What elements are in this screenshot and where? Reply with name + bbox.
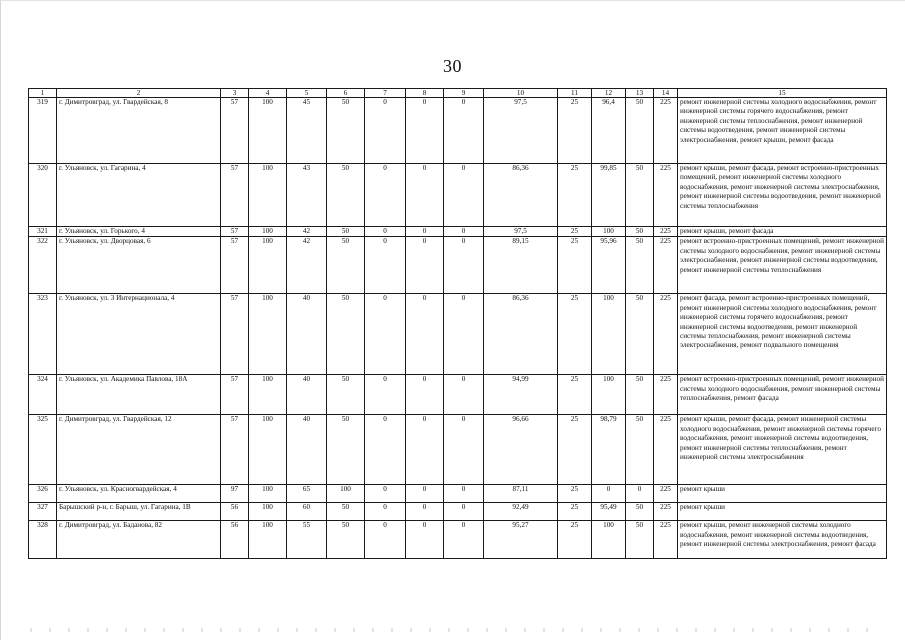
col-8-value: 0 bbox=[406, 485, 444, 503]
column-header: 12 bbox=[592, 89, 626, 98]
column-number-header bbox=[29, 89, 887, 98]
page-number: 30 bbox=[443, 56, 462, 76]
col-7-value: 0 bbox=[365, 521, 406, 559]
col-9-value: 0 bbox=[444, 237, 484, 294]
col-12-value: 96,4 bbox=[592, 98, 626, 164]
col-13-value: 0 bbox=[626, 485, 654, 503]
col-4-value: 100 bbox=[249, 98, 287, 164]
col-6-value: 50 bbox=[327, 98, 365, 164]
col-14-value: 225 bbox=[654, 227, 678, 237]
col-3-value: 56 bbox=[221, 521, 249, 559]
col-7-value: 0 bbox=[365, 164, 406, 227]
col-8-value: 0 bbox=[406, 503, 444, 521]
col-13-value: 50 bbox=[626, 503, 654, 521]
col-4-value: 100 bbox=[249, 237, 287, 294]
col-5-value: 42 bbox=[287, 237, 327, 294]
address: г. Ульяновск, ул. Горького, 4 bbox=[57, 227, 221, 237]
col-14-value: 225 bbox=[654, 521, 678, 559]
col-6-value: 50 bbox=[327, 227, 365, 237]
works-list: ремонт крыши, ремонт фасада bbox=[678, 227, 887, 237]
col-10-value: 94,99 bbox=[484, 375, 558, 415]
col-12-value: 99,85 bbox=[592, 164, 626, 227]
col-10-value: 95,27 bbox=[484, 521, 558, 559]
col-10-value: 96,66 bbox=[484, 415, 558, 485]
col-6-value: 50 bbox=[327, 294, 365, 375]
col-13-value: 50 bbox=[626, 415, 654, 485]
col-4-value: 100 bbox=[249, 375, 287, 415]
col-11-value: 25 bbox=[558, 503, 592, 521]
col-10-value: 89,15 bbox=[484, 237, 558, 294]
col-4-value: 100 bbox=[249, 227, 287, 237]
col-8-value: 0 bbox=[406, 164, 444, 227]
col-10-value: 86,36 bbox=[484, 164, 558, 227]
col-8-value: 0 bbox=[406, 375, 444, 415]
col-9-value: 0 bbox=[444, 375, 484, 415]
col-4-value: 100 bbox=[249, 521, 287, 559]
col-3-value: 57 bbox=[221, 294, 249, 375]
col-14-value: 225 bbox=[654, 237, 678, 294]
column-header: 14 bbox=[654, 89, 678, 98]
works-list: ремонт крыши, ремонт фасада, ремонт встроенно-пристроенных помещений, ремонт инженерной системы холодного водоснабжения, ремонт инженерной системы электроснабжения, ремонт инженерной системы водоотведения, ремонт инженерной системы теплоснабжения bbox=[678, 164, 887, 227]
col-8-value: 0 bbox=[406, 521, 444, 559]
col-3-value: 57 bbox=[221, 98, 249, 164]
col-14-value: 225 bbox=[654, 164, 678, 227]
col-9-value: 0 bbox=[444, 415, 484, 485]
col-8-value: 0 bbox=[406, 415, 444, 485]
col-4-value: 100 bbox=[249, 503, 287, 521]
col-5-value: 65 bbox=[287, 485, 327, 503]
col-7-value: 0 bbox=[365, 227, 406, 237]
row-number: 320 bbox=[29, 164, 57, 227]
col-13-value: 50 bbox=[626, 98, 654, 164]
col-10-value: 97,5 bbox=[484, 227, 558, 237]
col-5-value: 40 bbox=[287, 375, 327, 415]
col-10-value: 97,5 bbox=[484, 98, 558, 164]
col-14-value: 225 bbox=[654, 294, 678, 375]
col-12-value: 95,96 bbox=[592, 237, 626, 294]
col-6-value: 50 bbox=[327, 503, 365, 521]
column-header: 7 bbox=[365, 89, 406, 98]
table-row bbox=[29, 415, 887, 485]
col-6-value: 50 bbox=[327, 237, 365, 294]
column-header: 11 bbox=[558, 89, 592, 98]
col-14-value: 225 bbox=[654, 485, 678, 503]
col-11-value: 25 bbox=[558, 164, 592, 227]
row-number: 326 bbox=[29, 485, 57, 503]
table-row bbox=[29, 503, 887, 521]
col-8-value: 0 bbox=[406, 294, 444, 375]
col-8-value: 0 bbox=[406, 227, 444, 237]
col-9-value: 0 bbox=[444, 164, 484, 227]
col-12-value: 0 bbox=[592, 485, 626, 503]
col-11-value: 25 bbox=[558, 375, 592, 415]
column-header: 13 bbox=[626, 89, 654, 98]
table-row bbox=[29, 98, 887, 164]
table-row bbox=[29, 227, 887, 237]
address: Барышский р-н, г. Барыш, ул. Гагарина, 1В bbox=[57, 503, 221, 521]
col-7-value: 0 bbox=[365, 485, 406, 503]
col-5-value: 55 bbox=[287, 521, 327, 559]
col-5-value: 42 bbox=[287, 227, 327, 237]
col-13-value: 50 bbox=[626, 237, 654, 294]
col-4-value: 100 bbox=[249, 415, 287, 485]
col-3-value: 57 bbox=[221, 227, 249, 237]
address: г. Димитровград, ул. Гвардейская, 8 bbox=[57, 98, 221, 164]
col-12-value: 100 bbox=[592, 375, 626, 415]
col-6-value: 50 bbox=[327, 521, 365, 559]
scan-noise bbox=[30, 628, 880, 632]
col-4-value: 100 bbox=[249, 485, 287, 503]
works-list: ремонт встроенно-пристроенных помещений, ремонт инженерной системы холодного водоснабжения, ремонт инженерной системы электроснабжения, ремонт инженерной системы водоотведения, ремонт инженерной системы теплоснабжения bbox=[678, 237, 887, 294]
column-header: 8 bbox=[406, 89, 444, 98]
table-row bbox=[29, 521, 887, 559]
column-header: 9 bbox=[444, 89, 484, 98]
col-9-value: 0 bbox=[444, 485, 484, 503]
address: г. Димитровград, ул. Баданова, 82 bbox=[57, 521, 221, 559]
col-7-value: 0 bbox=[365, 503, 406, 521]
col-5-value: 43 bbox=[287, 164, 327, 227]
col-9-value: 0 bbox=[444, 294, 484, 375]
col-11-value: 25 bbox=[558, 415, 592, 485]
row-number: 327 bbox=[29, 503, 57, 521]
table-row bbox=[29, 485, 887, 503]
col-5-value: 40 bbox=[287, 294, 327, 375]
row-number: 323 bbox=[29, 294, 57, 375]
col-11-value: 25 bbox=[558, 227, 592, 237]
col-11-value: 25 bbox=[558, 521, 592, 559]
col-13-value: 50 bbox=[626, 375, 654, 415]
row-number: 319 bbox=[29, 98, 57, 164]
col-12-value: 95,49 bbox=[592, 503, 626, 521]
table-row bbox=[29, 294, 887, 375]
works-list: ремонт инженерной системы холодного водоснабжения, ремонт инженерной системы горячего водоснабжения, ремонт инженерной системы теплоснабжения, ремонт инженерной системы водоотведения, ремонт инженерной системы электроснабжения, ремонт крыши, ремонт фасада bbox=[678, 98, 887, 164]
address: г. Ульяновск, ул. Гагарина, 4 bbox=[57, 164, 221, 227]
col-3-value: 97 bbox=[221, 485, 249, 503]
col-8-value: 0 bbox=[406, 98, 444, 164]
column-header: 5 bbox=[287, 89, 327, 98]
works-list: ремонт крыши bbox=[678, 485, 887, 503]
col-13-value: 50 bbox=[626, 227, 654, 237]
col-3-value: 57 bbox=[221, 375, 249, 415]
column-header: 3 bbox=[221, 89, 249, 98]
address: г. Ульяновск, ул. Красногвардейская, 4 bbox=[57, 485, 221, 503]
col-3-value: 56 bbox=[221, 503, 249, 521]
col-12-value: 100 bbox=[592, 294, 626, 375]
col-9-value: 0 bbox=[444, 521, 484, 559]
column-header: 1 bbox=[29, 89, 57, 98]
col-4-value: 100 bbox=[249, 294, 287, 375]
col-6-value: 50 bbox=[327, 375, 365, 415]
col-12-value: 100 bbox=[592, 227, 626, 237]
col-9-value: 0 bbox=[444, 227, 484, 237]
col-11-value: 25 bbox=[558, 98, 592, 164]
column-header: 10 bbox=[484, 89, 558, 98]
column-header: 4 bbox=[249, 89, 287, 98]
col-10-value: 92,49 bbox=[484, 503, 558, 521]
col-3-value: 57 bbox=[221, 237, 249, 294]
works-list: ремонт встроенно-пристроенных помещений, ремонт инженерной системы холодного водоснабжения, ремонт инженерной системы теплоснабжения, ремонт фасада bbox=[678, 375, 887, 415]
col-14-value: 225 bbox=[654, 375, 678, 415]
column-header: 2 bbox=[57, 89, 221, 98]
works-list: ремонт крыши, ремонт фасада, ремонт инженерной системы холодного водоснабжения, ремонт инженерной системы горячего водоснабжения, ремонт инженерной системы водоотведения, ремонт инженерной системы теплоснабжения, ремонт инженерной системы электроснабжения bbox=[678, 415, 887, 485]
col-11-value: 25 bbox=[558, 485, 592, 503]
col-10-value: 86,36 bbox=[484, 294, 558, 375]
address: г. Ульяновск, ул. 3 Интернационала, 4 bbox=[57, 294, 221, 375]
col-9-value: 0 bbox=[444, 98, 484, 164]
address: г. Ульяновск, ул. Дворцовая, 6 bbox=[57, 237, 221, 294]
col-3-value: 57 bbox=[221, 415, 249, 485]
col-7-value: 0 bbox=[365, 98, 406, 164]
table-row bbox=[29, 164, 887, 227]
address: г. Димитровград, ул. Гвардейская, 12 bbox=[57, 415, 221, 485]
col-4-value: 100 bbox=[249, 164, 287, 227]
col-14-value: 225 bbox=[654, 503, 678, 521]
col-13-value: 50 bbox=[626, 521, 654, 559]
col-6-value: 50 bbox=[327, 415, 365, 485]
col-10-value: 87,11 bbox=[484, 485, 558, 503]
column-header: 15 bbox=[678, 89, 887, 98]
table-row bbox=[29, 375, 887, 415]
row-number: 324 bbox=[29, 375, 57, 415]
col-13-value: 50 bbox=[626, 164, 654, 227]
col-11-value: 25 bbox=[558, 237, 592, 294]
col-7-value: 0 bbox=[365, 375, 406, 415]
works-list: ремонт фасада, ремонт встроенно-пристроенных помещений, ремонт инженерной системы холодного водоснабжения, ремонт инженерной системы горячего водоснабжения, ремонт инженерной системы водоотведения, ремонт инженерной системы теплоснабжения, ремонт инженерной системы электроснабжения, ремонт подвального помещения bbox=[678, 294, 887, 375]
col-6-value: 50 bbox=[327, 164, 365, 227]
address: г. Ульяновск, ул. Академика Павлова, 18А bbox=[57, 375, 221, 415]
col-8-value: 0 bbox=[406, 237, 444, 294]
col-5-value: 60 bbox=[287, 503, 327, 521]
row-number: 321 bbox=[29, 227, 57, 237]
col-9-value: 0 bbox=[444, 503, 484, 521]
col-6-value: 100 bbox=[327, 485, 365, 503]
col-14-value: 225 bbox=[654, 98, 678, 164]
col-12-value: 100 bbox=[592, 521, 626, 559]
col-13-value: 50 bbox=[626, 294, 654, 375]
col-7-value: 0 bbox=[365, 415, 406, 485]
col-12-value: 98,79 bbox=[592, 415, 626, 485]
col-7-value: 0 bbox=[365, 237, 406, 294]
repair-register-table bbox=[28, 88, 887, 559]
works-list: ремонт крыши, ремонт инженерной системы холодного водоснабжения, ремонт инженерной системы водоотведения, ремонт инженерной системы электроснабжения, ремонт фасада bbox=[678, 521, 887, 559]
col-11-value: 25 bbox=[558, 294, 592, 375]
col-7-value: 0 bbox=[365, 294, 406, 375]
works-list: ремонт крыши bbox=[678, 503, 887, 521]
col-3-value: 57 bbox=[221, 164, 249, 227]
col-5-value: 45 bbox=[287, 98, 327, 164]
col-14-value: 225 bbox=[654, 415, 678, 485]
table-row bbox=[29, 237, 887, 294]
row-number: 328 bbox=[29, 521, 57, 559]
col-5-value: 40 bbox=[287, 415, 327, 485]
row-number: 322 bbox=[29, 237, 57, 294]
column-header: 6 bbox=[327, 89, 365, 98]
row-number: 325 bbox=[29, 415, 57, 485]
